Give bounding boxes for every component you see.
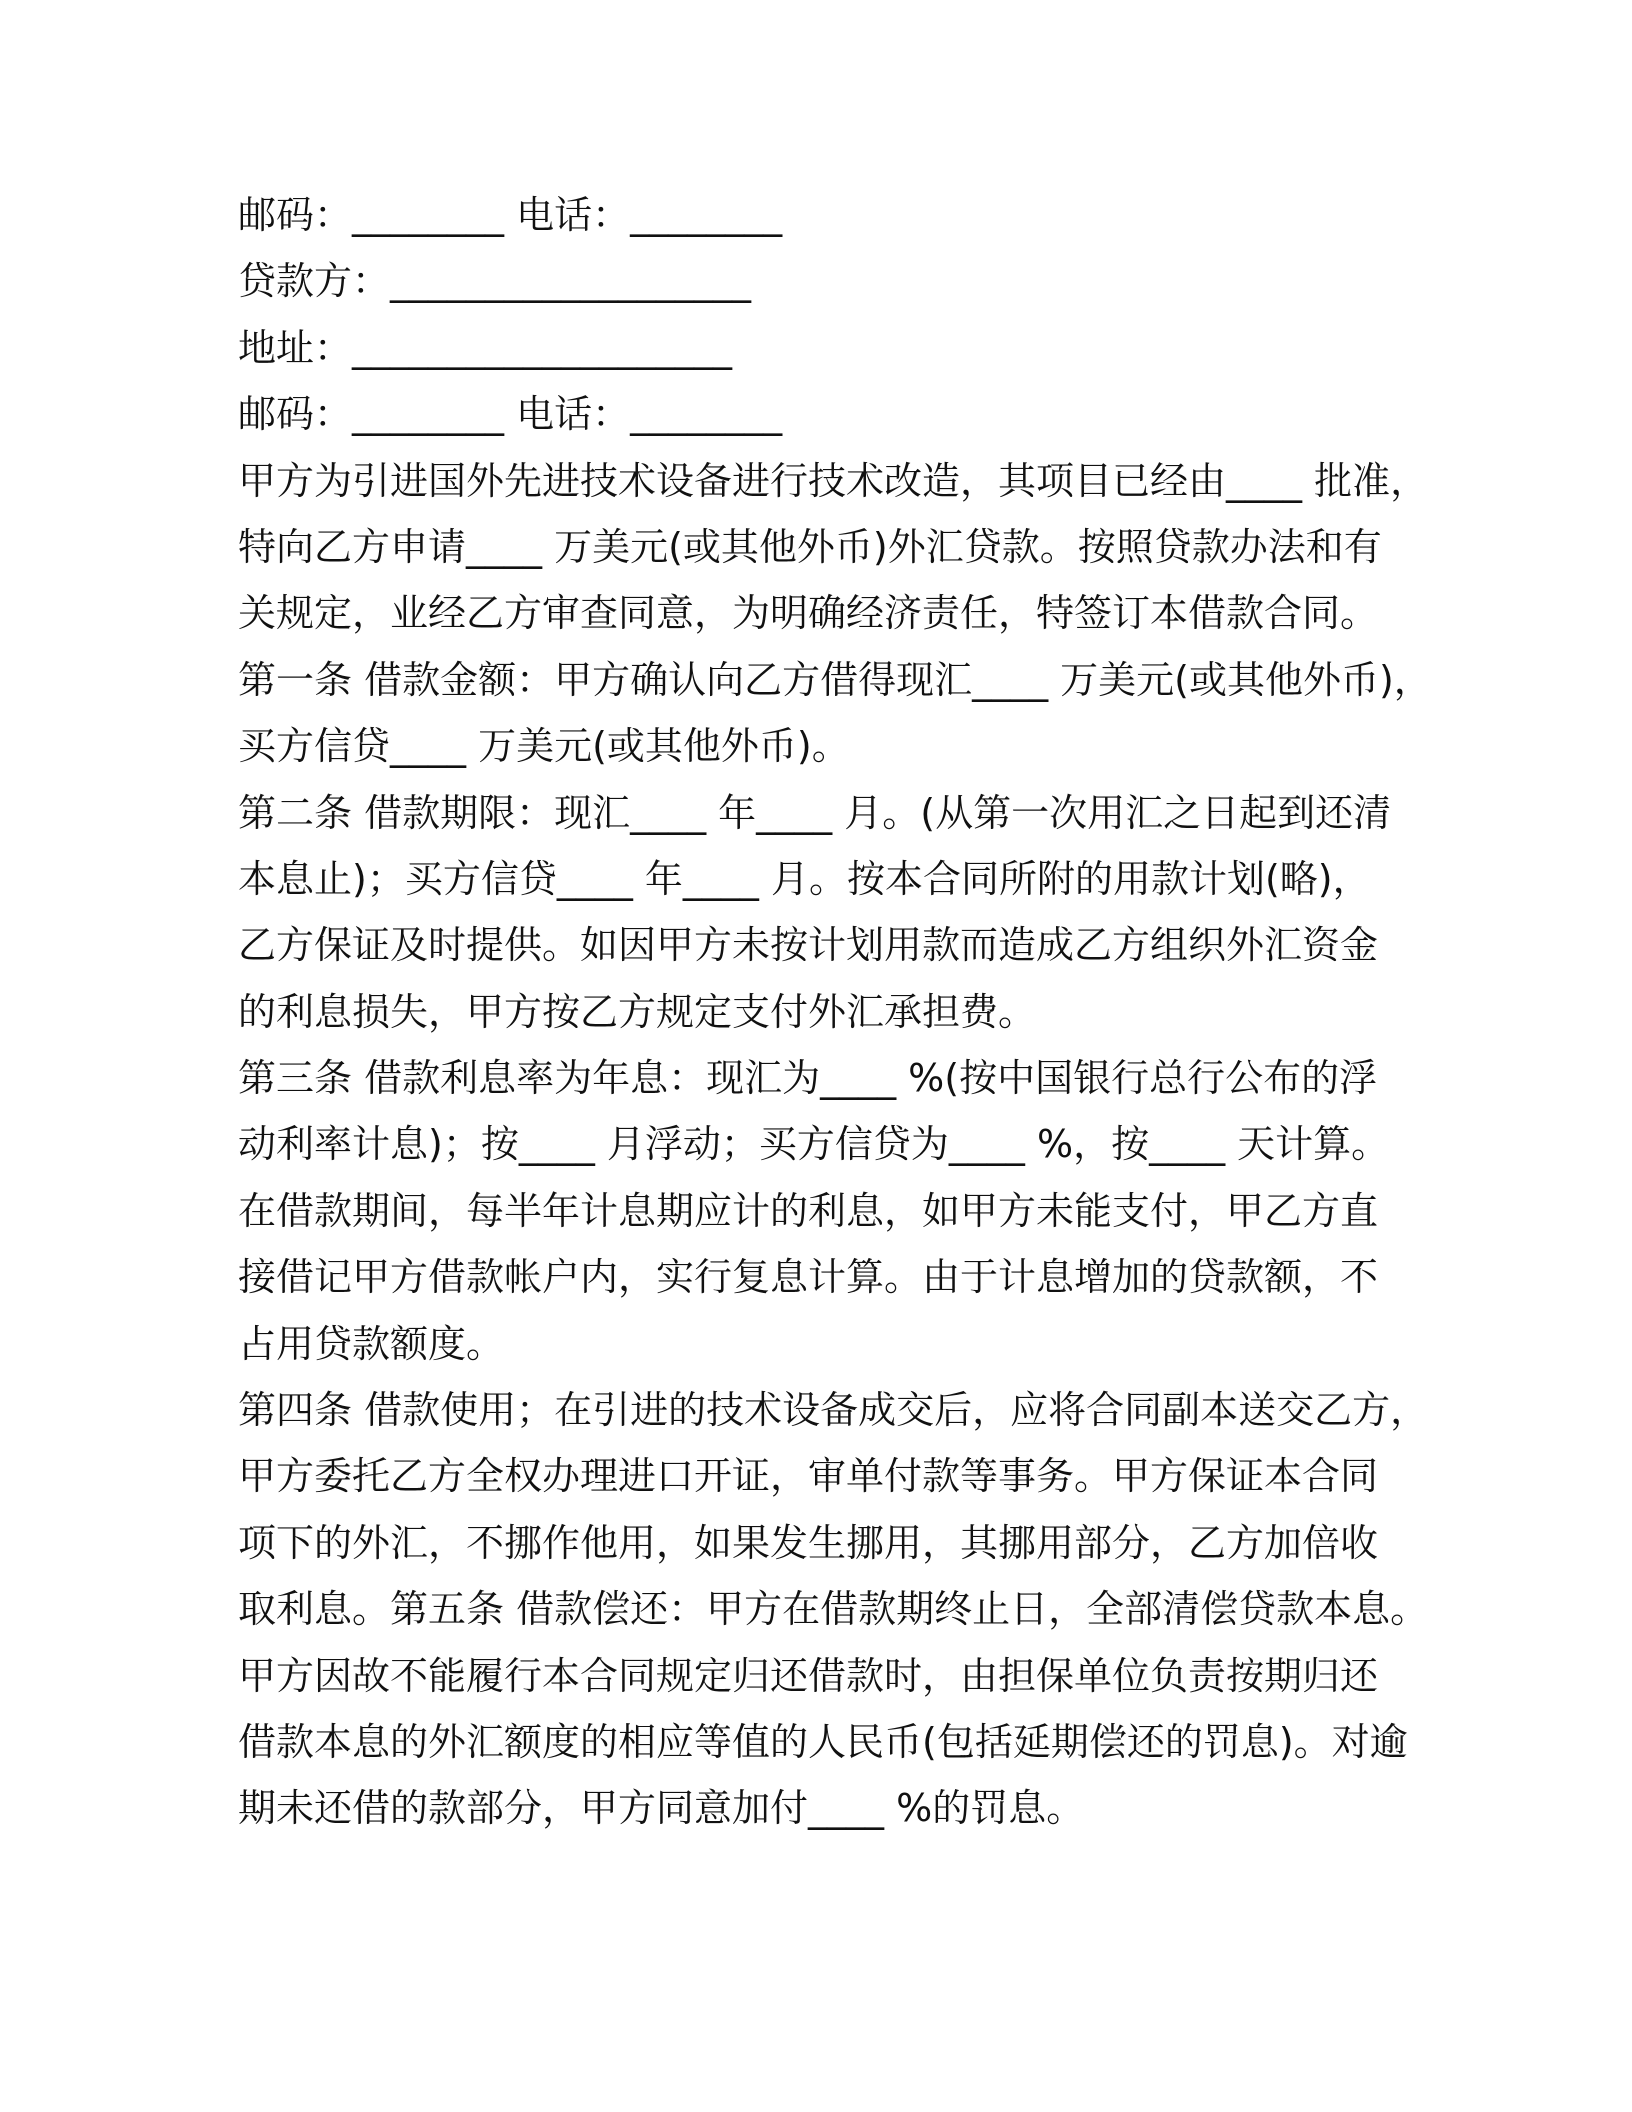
text-line: 在借款期间，每半年计息期应计的利息，如甲方未能支付，甲乙方直 bbox=[238, 1188, 1379, 1233]
text-line: 第二条 借款期限：现汇____ 年____ 月。(从第一次用汇之日起到还清 bbox=[238, 790, 1392, 835]
text-line: 项下的外汇，不挪作他用，如果发生挪用，其挪用部分，乙方加倍收 bbox=[238, 1520, 1379, 1565]
contract-document bbox=[238, 182, 1432, 1842]
text-line: 贷款方：___________________ bbox=[238, 259, 752, 304]
text-line: 地址：____________________ bbox=[238, 325, 733, 370]
text-line: 特向乙方申请____ 万美元(或其他外币)外汇贷款。按照贷款办法和有 bbox=[238, 524, 1382, 569]
text-line: 甲方因故不能履行本合同规定归还借款时，由担保单位负责按期归还 bbox=[238, 1653, 1379, 1698]
text-line: 关规定，业经乙方审查同意，为明确经济责任，特签订本借款合同。 bbox=[238, 591, 1379, 636]
text-line: 甲方委托乙方全权办理进口开证，审单付款等事务。甲方保证本合同 bbox=[238, 1454, 1379, 1499]
text-line: 第一条 借款金额：甲方确认向乙方借得现汇____ 万美元(或其他外币)， bbox=[238, 657, 1432, 702]
text-line: 占用贷款额度。 bbox=[238, 1321, 505, 1366]
text-line: 动利率计息)；按____ 月浮动；买方信贷为____ %，按____ 天计算。 bbox=[238, 1122, 1390, 1167]
text-line: 邮码：________ 电话：________ bbox=[238, 193, 783, 237]
text-line: 乙方保证及时提供。如因甲方未按计划用款而造成乙方组织外汇资金 bbox=[238, 923, 1379, 968]
text-line: 借款本息的外汇额度的相应等值的人民币(包括延期偿还的罚息)。对逾 bbox=[238, 1719, 1408, 1764]
text-line: 第三条 借款利息率为年息：现汇为____ %(按中国银行总行公布的浮 bbox=[238, 1056, 1378, 1101]
text-line: 邮码：________ 电话：________ bbox=[238, 392, 783, 437]
text-line: 甲方为引进国外先进技术设备进行技术改造，其项目已经由____ 批准， bbox=[238, 458, 1429, 503]
text-line: 买方信贷____ 万美元(或其他外币)。 bbox=[238, 724, 850, 769]
text-line: 第四条 借款使用；在引进的技术设备成交后，应将合同副本送交乙方， bbox=[238, 1388, 1429, 1433]
text-line: 的利息损失，甲方按乙方规定支付外汇承担费。 bbox=[238, 989, 1037, 1034]
text-line: 本息止)；买方信贷____ 年____ 月。按本合同所附的用款计划(略)， bbox=[238, 856, 1371, 901]
text-line: 接借记甲方借款帐户内，实行复息计算。由于计息增加的贷款额，不 bbox=[238, 1255, 1379, 1300]
text-line: 期未还借的款部分，甲方同意加付____ %的罚息。 bbox=[238, 1786, 1085, 1831]
text-line: 取利息。第五条 借款偿还：甲方在借款期终止日，全部清偿贷款本息。 bbox=[238, 1587, 1429, 1632]
